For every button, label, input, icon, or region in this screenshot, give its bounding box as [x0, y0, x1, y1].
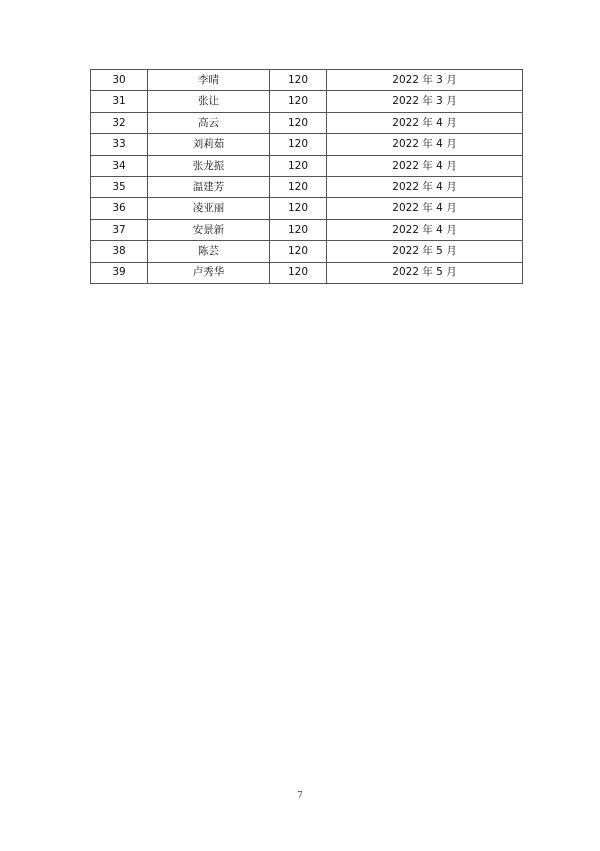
- table-row: [91, 241, 523, 262]
- table-row: [91, 155, 523, 176]
- amount-cell: 120: [270, 198, 327, 219]
- name-cell: 陈芸: [148, 241, 270, 262]
- name-cell: 张龙振: [148, 155, 270, 176]
- table-row: [91, 91, 523, 112]
- date-cell: 2022 年 4 月: [327, 219, 523, 240]
- name-cell: 李晴: [148, 70, 270, 91]
- row-number-cell: 37: [91, 219, 148, 240]
- name-cell: 安景新: [148, 219, 270, 240]
- row-number-cell: 31: [91, 91, 148, 112]
- table-row: [91, 176, 523, 197]
- name-cell: 张让: [148, 91, 270, 112]
- name-cell: 卢秀华: [148, 262, 270, 283]
- table-row: [91, 198, 523, 219]
- amount-cell: 120: [270, 176, 327, 197]
- name-cell: 刘莉茹: [148, 134, 270, 155]
- table-row: [91, 70, 523, 91]
- date-cell: 2022 年 3 月: [327, 70, 523, 91]
- row-number-cell: 32: [91, 112, 148, 133]
- amount-cell: 120: [270, 112, 327, 133]
- table-row: [91, 134, 523, 155]
- page-number: 7: [297, 791, 303, 801]
- amount-cell: 120: [270, 155, 327, 176]
- date-cell: 2022 年 4 月: [327, 155, 523, 176]
- date-cell: 2022 年 5 月: [327, 262, 523, 283]
- name-cell: 高云: [148, 112, 270, 133]
- amount-cell: 120: [270, 134, 327, 155]
- name-cell: 温建芳: [148, 176, 270, 197]
- roster-table-body: [91, 70, 523, 284]
- table-row: [91, 262, 523, 283]
- amount-cell: 120: [270, 91, 327, 112]
- row-number-cell: 34: [91, 155, 148, 176]
- row-number-cell: 30: [91, 70, 148, 91]
- amount-cell: 120: [270, 241, 327, 262]
- row-number-cell: 39: [91, 262, 148, 283]
- amount-cell: 120: [270, 70, 327, 91]
- date-cell: 2022 年 3 月: [327, 91, 523, 112]
- amount-cell: 120: [270, 262, 327, 283]
- name-cell: 凌亚丽: [148, 198, 270, 219]
- table-row: [91, 112, 523, 133]
- date-cell: 2022 年 4 月: [327, 112, 523, 133]
- row-number-cell: 38: [91, 241, 148, 262]
- row-number-cell: 33: [91, 134, 148, 155]
- date-cell: 2022 年 4 月: [327, 134, 523, 155]
- roster-table: [90, 69, 523, 284]
- date-cell: 2022 年 5 月: [327, 241, 523, 262]
- date-cell: 2022 年 4 月: [327, 176, 523, 197]
- date-cell: 2022 年 4 月: [327, 198, 523, 219]
- table-row: [91, 219, 523, 240]
- amount-cell: 120: [270, 219, 327, 240]
- row-number-cell: 35: [91, 176, 148, 197]
- row-number-cell: 36: [91, 198, 148, 219]
